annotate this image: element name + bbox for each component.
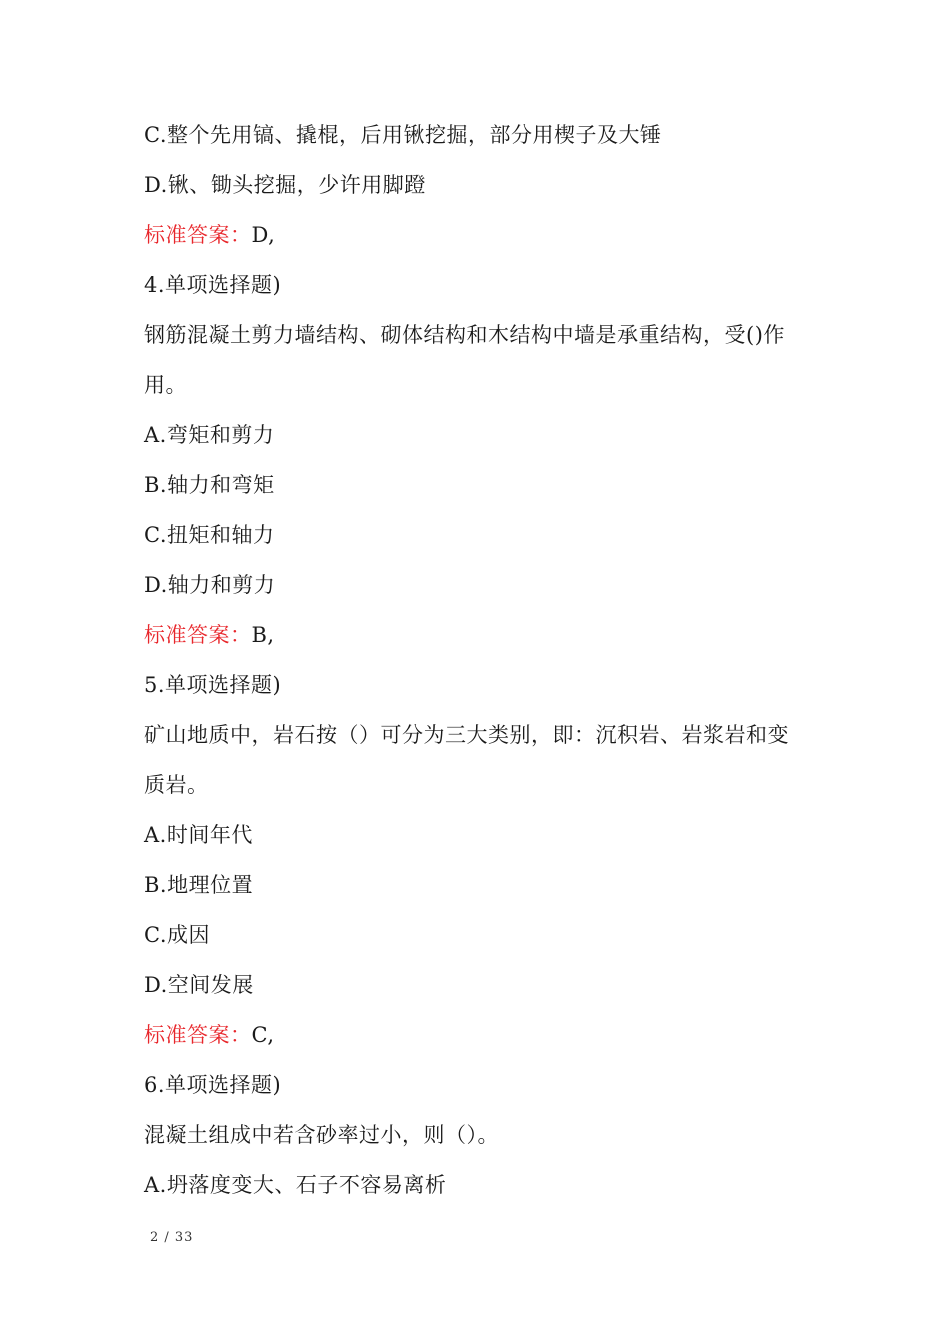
answer-q4: [144, 610, 814, 660]
question-text-q4-line2: 用。: [144, 373, 187, 397]
question-text-q5-line1: 矿山地质中，岩石按（）可分为三大类别，即：沉积岩、岩浆岩和变: [144, 723, 789, 747]
page-number: 2 / 33: [150, 1230, 194, 1245]
option-c-q5: C.成因: [144, 923, 210, 947]
option-d-q5: D.空间发展: [144, 973, 254, 997]
page-content: [144, 110, 814, 1210]
option-d-q3: D.锹、锄头挖掘，少许用脚蹬: [144, 173, 426, 197]
question-header-q4: 4.单项选择题): [144, 273, 282, 297]
answer-label: 标准答案：: [144, 623, 252, 647]
answer-value: C,: [251, 1023, 275, 1047]
question-text-q5-line2: 质岩。: [144, 773, 209, 797]
question-text-q4-line1: 钢筋混凝土剪力墙结构、砌体结构和木结构中墙是承重结构，受()作: [144, 323, 785, 347]
question-header-q5: 5.单项选择题): [144, 673, 282, 697]
option-c-q4: C.扭矩和轴力: [144, 523, 275, 547]
answer-label: 标准答案：: [144, 1023, 252, 1047]
answer-q5: [144, 1010, 814, 1060]
answer-value: B,: [251, 623, 275, 647]
option-a-q6: A.坍落度变大、石子不容易离析: [144, 1173, 447, 1197]
option-c-q3: C.整个先用镐、撬棍，后用锹挖掘，部分用楔子及大锤: [144, 123, 662, 147]
option-b-q5: B.地理位置: [144, 873, 254, 897]
question-text-q6: 混凝土组成中若含砂率过小，则（）。: [144, 1123, 499, 1147]
option-a-q4: A.弯矩和剪力: [144, 423, 275, 447]
option-a-q5: A.时间年代: [144, 823, 253, 847]
option-b-q4: B.轴力和弯矩: [144, 473, 275, 497]
answer-label: 标准答案：: [144, 223, 252, 247]
answer-q3: [144, 210, 814, 260]
question-header-q6: 6.单项选择题): [144, 1073, 282, 1097]
answer-value: D,: [251, 223, 276, 247]
option-d-q4: D.轴力和剪力: [144, 573, 276, 597]
